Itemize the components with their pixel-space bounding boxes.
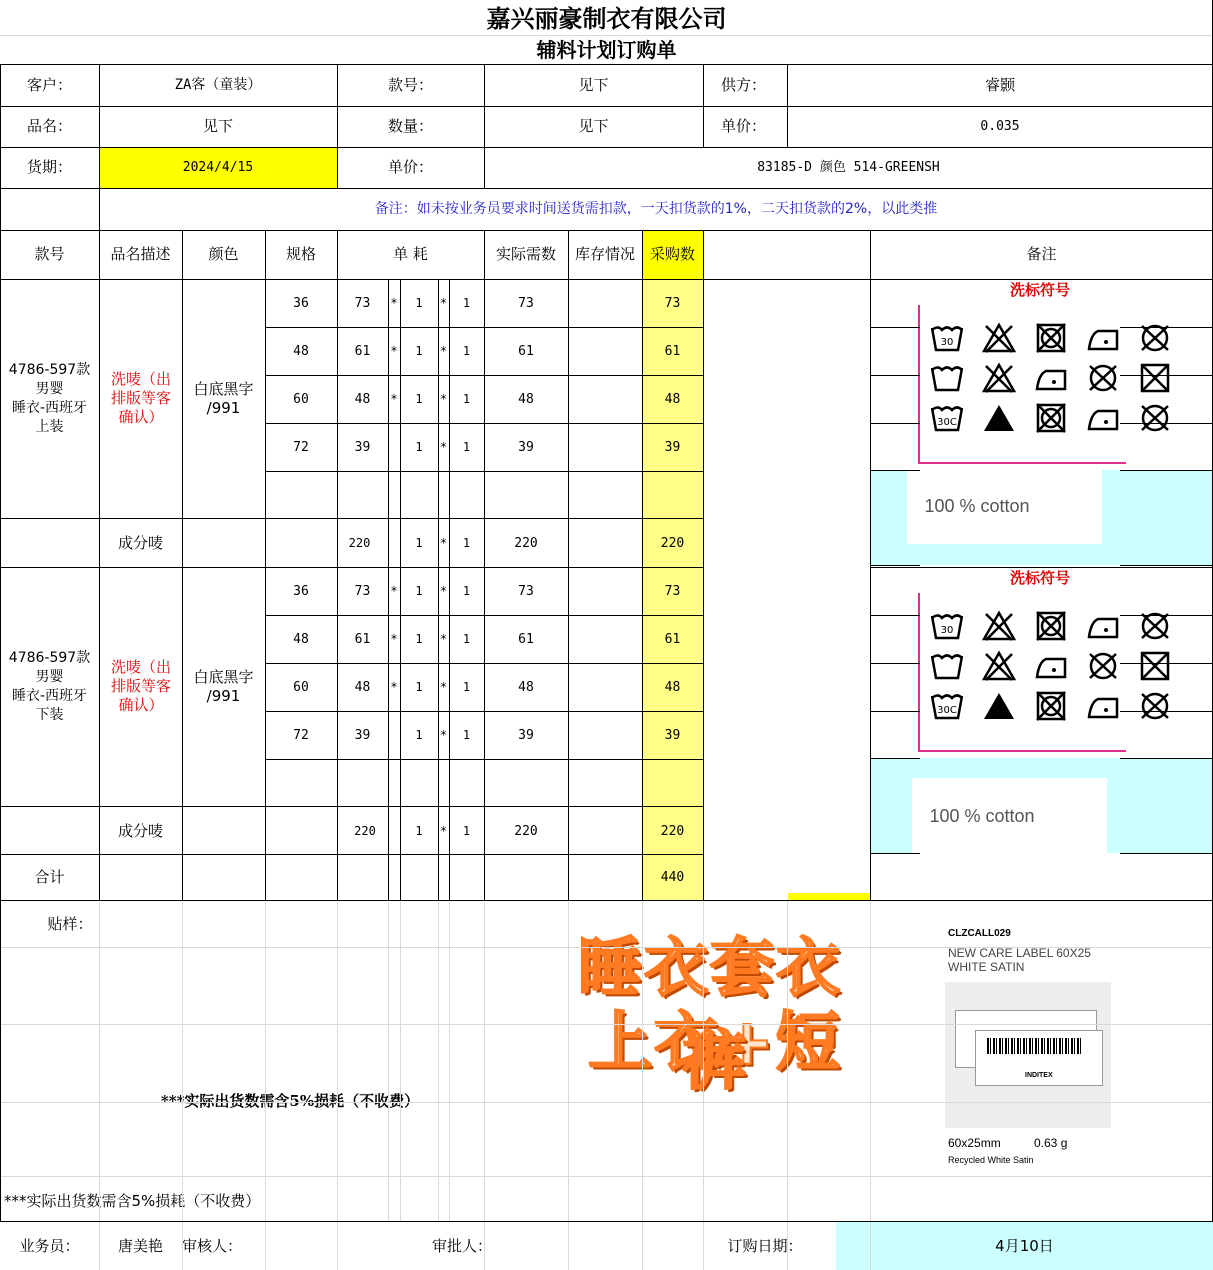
label-brand: INDITEX — [1025, 1072, 1053, 1079]
comp-actual: 220 — [514, 823, 538, 839]
total-value: 440 — [660, 870, 685, 885]
purchase: 61 — [664, 631, 681, 647]
op1: * — [390, 631, 398, 646]
label-weight: 0.63 g — [1034, 1136, 1068, 1150]
label-name-line2: WHITE SATIN — [948, 960, 1025, 974]
purchase: 73 — [664, 583, 681, 599]
no-dry-icon — [1138, 650, 1172, 682]
comp-label: 成分唛 — [117, 533, 163, 552]
qty: 39 — [354, 439, 371, 455]
no-tumble-dry-icon — [1034, 322, 1068, 354]
unit-price2-label: 单价： — [387, 158, 433, 176]
style-label: 款号： — [387, 76, 433, 94]
company-name: 嘉兴丽豪制衣有限公司 — [486, 3, 727, 33]
mult2: 1 — [462, 583, 471, 598]
col-stock: 库存情况 — [574, 245, 635, 263]
iron-medium-icon — [1086, 690, 1120, 722]
actual: 73 — [518, 583, 534, 599]
mult2: 1 — [462, 679, 471, 694]
comp-actual: 220 — [514, 535, 538, 551]
comp-mult1: 1 — [415, 535, 423, 550]
mult1: 1 — [415, 343, 423, 358]
comp-purchase: 220 — [660, 535, 685, 551]
comp-mult1: 1 — [415, 823, 423, 838]
no-bleach-icon — [982, 322, 1016, 354]
label-code: CLZCALL029 — [948, 928, 1011, 939]
op1: * — [390, 583, 398, 598]
comp-mult2: 1 — [462, 823, 471, 838]
supplier-label: 供方： — [721, 76, 767, 94]
purchase: 39 — [664, 727, 681, 743]
op2: * — [439, 679, 448, 694]
care-title-1: 洗标符号 — [1009, 280, 1070, 299]
reviewer-label: 审核人： — [182, 1236, 243, 1255]
mult1: 1 — [415, 679, 423, 694]
size: 72 — [293, 439, 309, 455]
comp-purchase: 220 — [660, 823, 685, 839]
actual: 61 — [518, 343, 534, 359]
iron-medium-icon — [1086, 402, 1120, 434]
cotton-label-2: 100 % cotton — [929, 805, 1035, 826]
wash-30c-icon — [930, 402, 964, 434]
no-steam-icon — [1086, 362, 1120, 394]
op1: * — [390, 391, 398, 406]
delivery-date: 2024/4/15 — [99, 147, 337, 188]
purchase: 39 — [664, 439, 681, 455]
iron-low-icon — [1086, 610, 1120, 642]
wash-tag-icon — [930, 650, 964, 682]
comp-op: * — [439, 823, 448, 838]
wash-30-icon — [930, 322, 964, 354]
no-steam-icon — [1086, 650, 1120, 682]
purchase: 61 — [664, 343, 681, 359]
care-symbols-1 — [930, 322, 1176, 442]
col-style: 款号 — [34, 245, 65, 263]
comp-mult2: 1 — [462, 535, 471, 550]
op2: * — [439, 727, 448, 742]
care-title-2: 洗标符号 — [1009, 568, 1070, 587]
mult2: 1 — [462, 343, 471, 358]
mult1: 1 — [415, 295, 423, 310]
group1-style: 4786-597款 男婴 睡衣-西班牙 上装 — [8, 361, 91, 435]
col-purchase: 采购数 — [642, 230, 703, 279]
svg-text:30C: 30C — [937, 417, 957, 428]
highlight-strip — [788, 893, 870, 900]
op2: * — [439, 295, 448, 310]
no-dry-icon — [1138, 362, 1172, 394]
overlay-pajama-set: 睡衣套衣 — [578, 930, 842, 1006]
bleach-allowed-icon — [982, 690, 1016, 722]
size: 36 — [293, 295, 309, 311]
customer-label: 客户： — [26, 76, 72, 94]
size: 72 — [293, 727, 309, 743]
loss-note-bold: ***实际出货数需含5%损耗（不收费） — [160, 1091, 420, 1110]
qty: 61 — [354, 631, 371, 647]
no-tumble-dry-icon — [1034, 690, 1068, 722]
no-chlorine-icon — [982, 650, 1016, 682]
mult1: 1 — [415, 631, 423, 646]
qty: 48 — [354, 391, 371, 407]
wash-30-icon — [930, 610, 964, 642]
col-color: 颜色 — [208, 245, 239, 263]
mult2: 1 — [462, 727, 471, 742]
unit-price-value: 0.035 — [980, 119, 1020, 134]
op2: * — [439, 439, 448, 454]
order-date: 4月10日 — [995, 1236, 1054, 1255]
quantity-label: 数量： — [387, 117, 433, 135]
label-material: Recycled White Satin — [948, 1155, 1034, 1165]
op2: * — [439, 343, 448, 358]
group2-color: 白底黑字 /991 — [193, 667, 254, 705]
group1-desc: 洗唛（出排版等客确认） — [110, 370, 171, 426]
sample-label: 贴样： — [47, 914, 93, 933]
svg-text:30C: 30C — [937, 705, 957, 716]
no-bleach-icon — [982, 610, 1016, 642]
mult2: 1 — [462, 631, 471, 646]
svg-text:30: 30 — [940, 337, 954, 348]
qty: 61 — [354, 343, 371, 359]
comp-qty: 220 — [354, 823, 376, 838]
size: 48 — [293, 631, 309, 647]
group1-color: 白底黑字 /991 — [193, 379, 254, 417]
col-remark: 备注 — [1026, 245, 1057, 263]
op1: * — [390, 295, 398, 310]
actual: 48 — [518, 679, 534, 695]
actual: 61 — [518, 631, 534, 647]
color-code: 83185-D 颜色 514-GREENSH — [757, 160, 940, 175]
iron-temp-icon — [1034, 362, 1068, 394]
delivery-label: 货期： — [26, 158, 72, 176]
quantity-value: 见下 — [578, 117, 609, 135]
label-size: 60x25mm — [948, 1136, 1001, 1150]
barcode-icon — [987, 1038, 1083, 1054]
qty: 73 — [354, 295, 371, 311]
document-title: 辅料计划订购单 — [536, 37, 677, 62]
actual: 73 — [518, 295, 534, 311]
order-date-label: 订购日期： — [727, 1236, 803, 1255]
salesperson: 唐美艳 — [117, 1236, 163, 1255]
purchase: 48 — [664, 679, 681, 695]
comp-label: 成分唛 — [117, 821, 163, 840]
group2-desc: 洗唛（出排版等客确认） — [110, 658, 171, 714]
iron-temp-icon — [1034, 650, 1068, 682]
label-image — [945, 982, 1111, 1128]
supplier-value: 睿颢 — [984, 76, 1015, 94]
qty: 73 — [354, 583, 371, 599]
wash-tag-icon — [930, 362, 964, 394]
mult1: 1 — [415, 727, 423, 742]
bleach-allowed-icon — [982, 402, 1016, 434]
loss-note: ***实际出货数需含5%损耗（不收费） — [4, 1191, 261, 1210]
group2-style: 4786-597款 男婴 睡衣-西班牙 下装 — [8, 649, 91, 723]
actual: 48 — [518, 391, 534, 407]
col-desc: 品名描述 — [110, 245, 171, 263]
op2: * — [439, 391, 448, 406]
size: 60 — [293, 391, 309, 407]
mult1: 1 — [415, 583, 423, 598]
no-tumble-dry-icon — [1034, 402, 1068, 434]
care-symbols-2 — [930, 610, 1176, 730]
cotton-label-1: 100 % cotton — [924, 495, 1030, 516]
col-usage: 单 耗 — [393, 245, 428, 263]
unit-price-label: 单价： — [721, 117, 767, 135]
penalty-note: 备注：如未按业务员要求时间送货需扣款，一天扣货款的1%，二天扣货款的2%，以此类推 — [374, 200, 938, 217]
op1: * — [390, 679, 398, 694]
op1: * — [390, 343, 398, 358]
overlay-top-shorts: 上衣+短裤 — [588, 1005, 842, 1099]
no-tumble-dry-icon — [1034, 610, 1068, 642]
wash-30c-icon — [930, 690, 964, 722]
mult1: 1 — [415, 439, 423, 454]
qty: 39 — [354, 727, 371, 743]
product-label: 品名： — [26, 117, 72, 135]
mult1: 1 — [415, 391, 423, 406]
svg-text:30: 30 — [940, 625, 954, 636]
mult2: 1 — [462, 391, 471, 406]
op2: * — [439, 631, 448, 646]
purchase: 73 — [664, 295, 681, 311]
approver-label: 审批人： — [431, 1236, 492, 1255]
no-dry-clean-icon — [1138, 402, 1172, 434]
size: 48 — [293, 343, 309, 359]
purchase: 48 — [664, 391, 681, 407]
op1 — [388, 423, 400, 471]
mult2: 1 — [462, 439, 471, 454]
op1 — [388, 711, 400, 759]
mult2: 1 — [462, 295, 471, 310]
total-label: 合计 — [34, 868, 65, 886]
size: 60 — [293, 679, 309, 695]
label-card — [940, 918, 1118, 1168]
col-actual: 实际需数 — [495, 245, 556, 263]
customer-value: ZA客（童装） — [174, 77, 262, 93]
comp-op: * — [439, 535, 448, 550]
style-value: 见下 — [578, 76, 609, 94]
salesperson-label: 业务员： — [19, 1236, 80, 1255]
no-chlorine-icon — [982, 362, 1016, 394]
iron-low-icon — [1086, 322, 1120, 354]
actual: 39 — [518, 439, 534, 455]
product-value: 见下 — [202, 117, 233, 135]
col-size: 规格 — [285, 245, 316, 263]
label-name-line1: NEW CARE LABEL 60X25 — [948, 946, 1091, 960]
no-dry-clean-icon — [1138, 690, 1172, 722]
op2: * — [439, 583, 448, 598]
actual: 39 — [518, 727, 534, 743]
comp-qty: 220 — [348, 535, 371, 550]
size: 36 — [293, 583, 309, 599]
qty: 48 — [354, 679, 371, 695]
